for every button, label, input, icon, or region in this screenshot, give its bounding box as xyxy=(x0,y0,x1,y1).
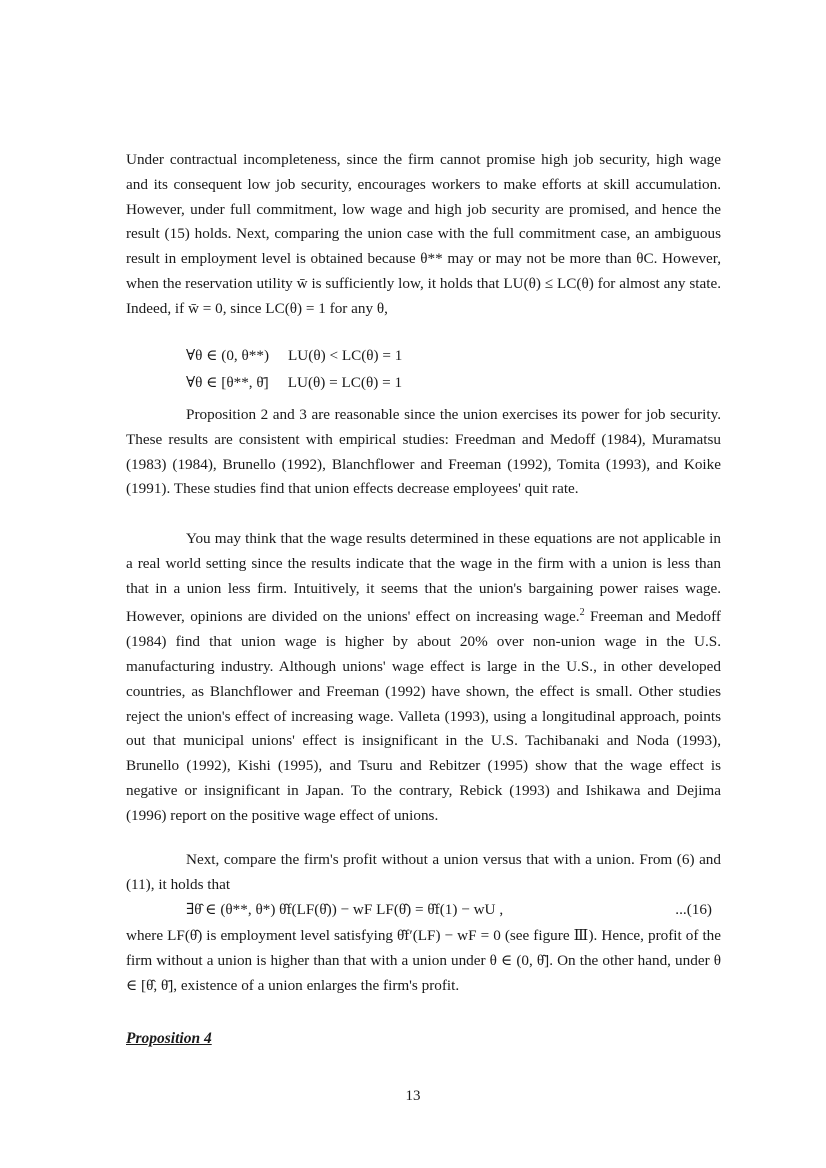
equation-16 xyxy=(186,898,712,922)
paragraph-wage-results-text-a: You may think that the wage results determined in these equations are not applicable in a real world setting since the results indicate that the wage in the firm with a union is less than that in a union less firm. Intuitively, it seems that the union's bargaining power raises wage. However, opinions are divided on the unions' effect on increasing wage. xyxy=(126,530,721,626)
equation-theta-interval-1: ∀θ ∈ (0, θ**) LU(θ) < LC(θ) = 1 xyxy=(186,347,403,364)
section-heading: Proposition 4 xyxy=(126,1030,212,1047)
equation-16-body: ∃θ̂ ∈ (θ**, θ*) θ̂f(LF(θ̂)) − wF LF(θ̂) = θ̂f(1) − wU , xyxy=(186,901,504,918)
equation-theta-interval-2: ∀θ ∈ [θ**, θ̄] LU(θ) = LC(θ) = 1 xyxy=(186,374,403,391)
paragraph-contractual-incompleteness: Under contractual incompleteness, since the firm cannot promise high job security, high wage and its consequent low job security, encourages workers to make efforts at skill accumulation. However, under full commitment, low wage and high job security are promised, and hence the result (15) holds. Next, comparing the union case with the full commitment case, an ambiguous result in employment level is obtained because θ** may or may not be more than θC. However, when the reservation utility w̄ is sufficiently low, it holds that LU(θ) ≤ LC(θ) for almost any state. Indeed, if w̄ = 0, since LC(θ) = 1 for any θ, xyxy=(126,151,721,317)
paragraph-wage-results-text-b: Freeman and Medoff (1984) find that union wage is higher by about 20% over non-union wage in the U.S. manufacturing industry. Although unions' wage effect is large in the U.S., in other developed countries, as Blanchflower and Freeman (1992) have shown, the effect is small. Other studies reject the union's effect of increasing wage. Valleta (1993), using a longitudinal approach, points out that municipal unions' effect is insignificant in the U.S. Tachibanaki and Noda (1993), Brunello (1992), Kishi (1995), and Tsuru and Rebitzer (1995) show that the wage effect is negative or insignificant in Japan. To the contrary, Rebick (1993) and Ishikawa and Dejima (1996) report on the positive wage effect of unions. xyxy=(126,608,721,824)
paragraph-profit-comparison: Next, compare the firm's profit without a union versus that with a union. From (6) and (11), it holds that xyxy=(126,851,721,893)
footnote-marker: 2 xyxy=(579,607,585,619)
paragraph-proposition-reasonable: Proposition 2 and 3 are reasonable since the union exercises its power for job security. These results are consistent with empirical studies: Freedman and Medoff (1984), Muramatsu (1983) (1984), Brunello (1992), Blanchflower and Freeman (1992), Tomita (1993), and Koike (1991). These studies find that union effects decrease employees' quit rate. xyxy=(126,406,721,498)
page-number: 13 xyxy=(405,1088,421,1104)
paragraph-wage-results xyxy=(126,527,721,829)
equation-16-number: ...(16) xyxy=(675,901,712,918)
paragraph-employment-level: where LF(θ̂) is employment level satisfying θ̂f′(LF) − wF = 0 (see figure Ⅲ). Hence, profit of the firm without a union is higher than that with a union under θ ∈ (0, θ̂]. On the other hand, under θ ∈ [θ̂, θ̄], existence of a union enlarges the firm's profit. xyxy=(126,927,721,994)
